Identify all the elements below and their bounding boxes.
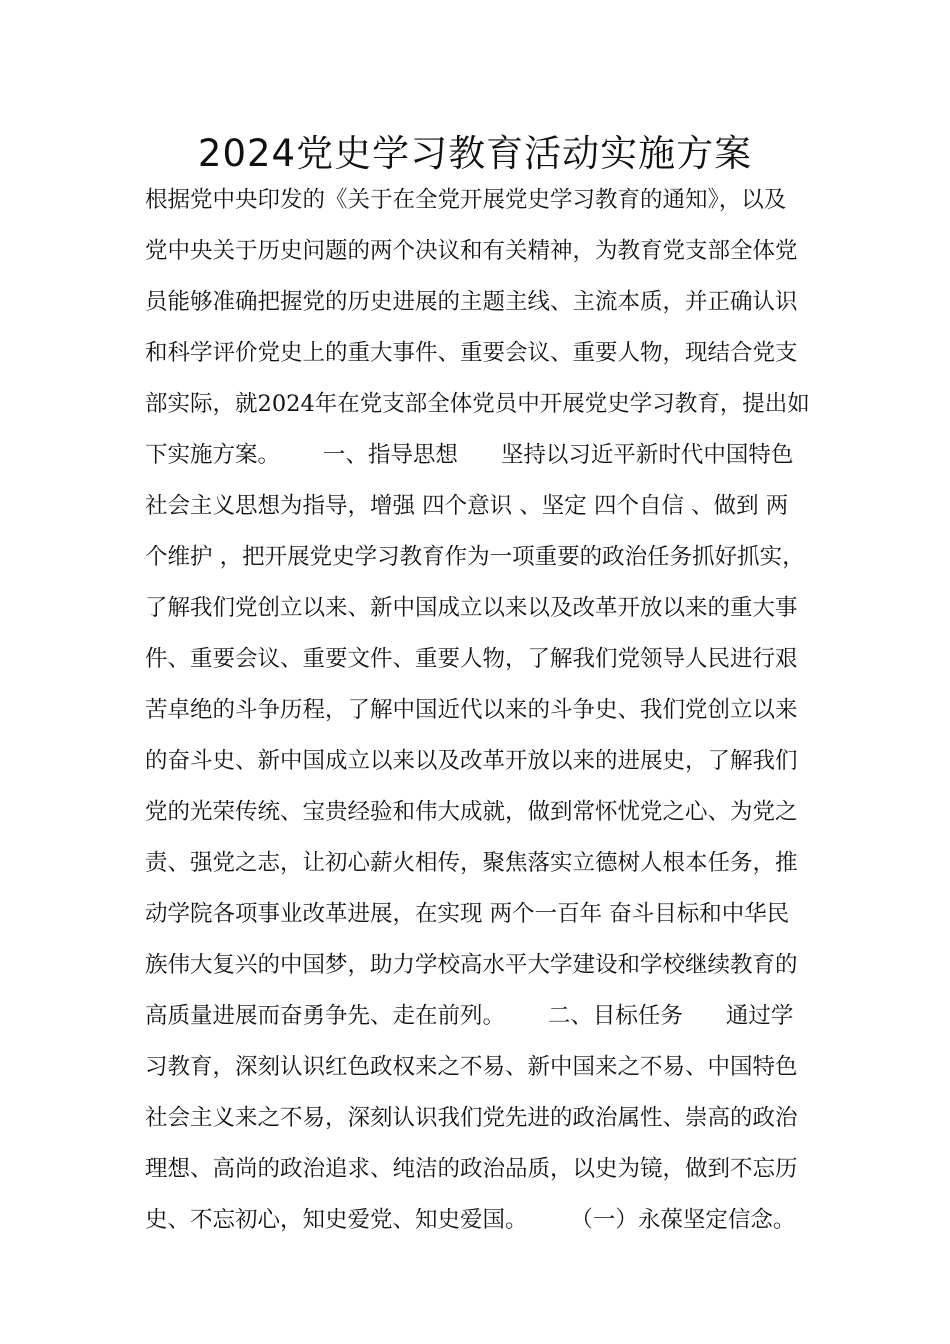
document-title: 2024党史学习教育活动实施方案: [197, 132, 753, 175]
text-line: 党中央关于历史问题的两个决议和有关精神，为教育党支部全体党: [145, 238, 798, 264]
text-line: 下实施方案。 一、指导思想 坚持以习近平新时代中国特色: [145, 442, 794, 468]
text-line: 部实际，就2024年在党支部全体党员中开展党史学习教育，提出如: [145, 391, 810, 417]
text-line: 族伟大复兴的中国梦，助力学校高水平大学建设和学校继续教育的: [145, 952, 798, 978]
text-line: 个维护 ，把开展党史学习教育作为一项重要的政治任务抓好抓实，: [145, 544, 805, 570]
text-line: 员能够准确把握党的历史进展的主题主线、主流本质，并正确认识: [145, 289, 798, 315]
text-line: 习教育，深刻认识红色政权来之不易、新中国来之不易、中国特色: [145, 1054, 798, 1080]
text-line: 的奋斗史、新中国成立以来以及改革开放以来的进展史，了解我们: [145, 748, 798, 774]
text-line: 社会主义来之不易，深刻认识我们党先进的政治属性、崇高的政治: [145, 1105, 798, 1131]
text-line: 史、不忘初心，知史爱党、知史爱国。 （一）永葆坚定信念。: [145, 1207, 796, 1233]
text-line: 根据党中央印发的《关于在全党开展党史学习教育的通知》，以及: [145, 187, 787, 213]
text-line: 社会主义思想为指导，增强 四个意识 、坚定 四个自信 、做到 两: [145, 493, 789, 519]
text-line: 动学院各项事业改革进展，在实现 两个一百年 奋斗目标和中华民: [145, 901, 790, 927]
text-line: 了解我们党创立以来、新中国成立以来以及改革开放以来的重大事: [145, 595, 798, 621]
document-body: [145, 175, 815, 1246]
text-line: 责、强党之志，让初心薪火相传，聚焦落实立德树人根本任务，推: [145, 850, 798, 876]
text-line: 高质量进展而奋勇争先、走在前列。 二、目标任务 通过学: [145, 1003, 794, 1029]
text-line: 苦卓绝的斗争历程，了解中国近代以来的斗争史、我们党创立以来: [145, 697, 798, 723]
text-line: 件、重要会议、重要文件、重要人物，了解我们党领导人民进行艰: [145, 646, 798, 672]
text-line: 党的光荣传统、宝贵经验和伟大成就，做到常怀忧党之心、为党之: [145, 799, 798, 825]
text-line: 和科学评价党史上的重大事件、重要会议、重要人物，现结合党支: [145, 340, 798, 366]
text-line: 理想、高尚的政治追求、纯洁的政治品质，以史为镜，做到不忘历: [145, 1156, 798, 1182]
